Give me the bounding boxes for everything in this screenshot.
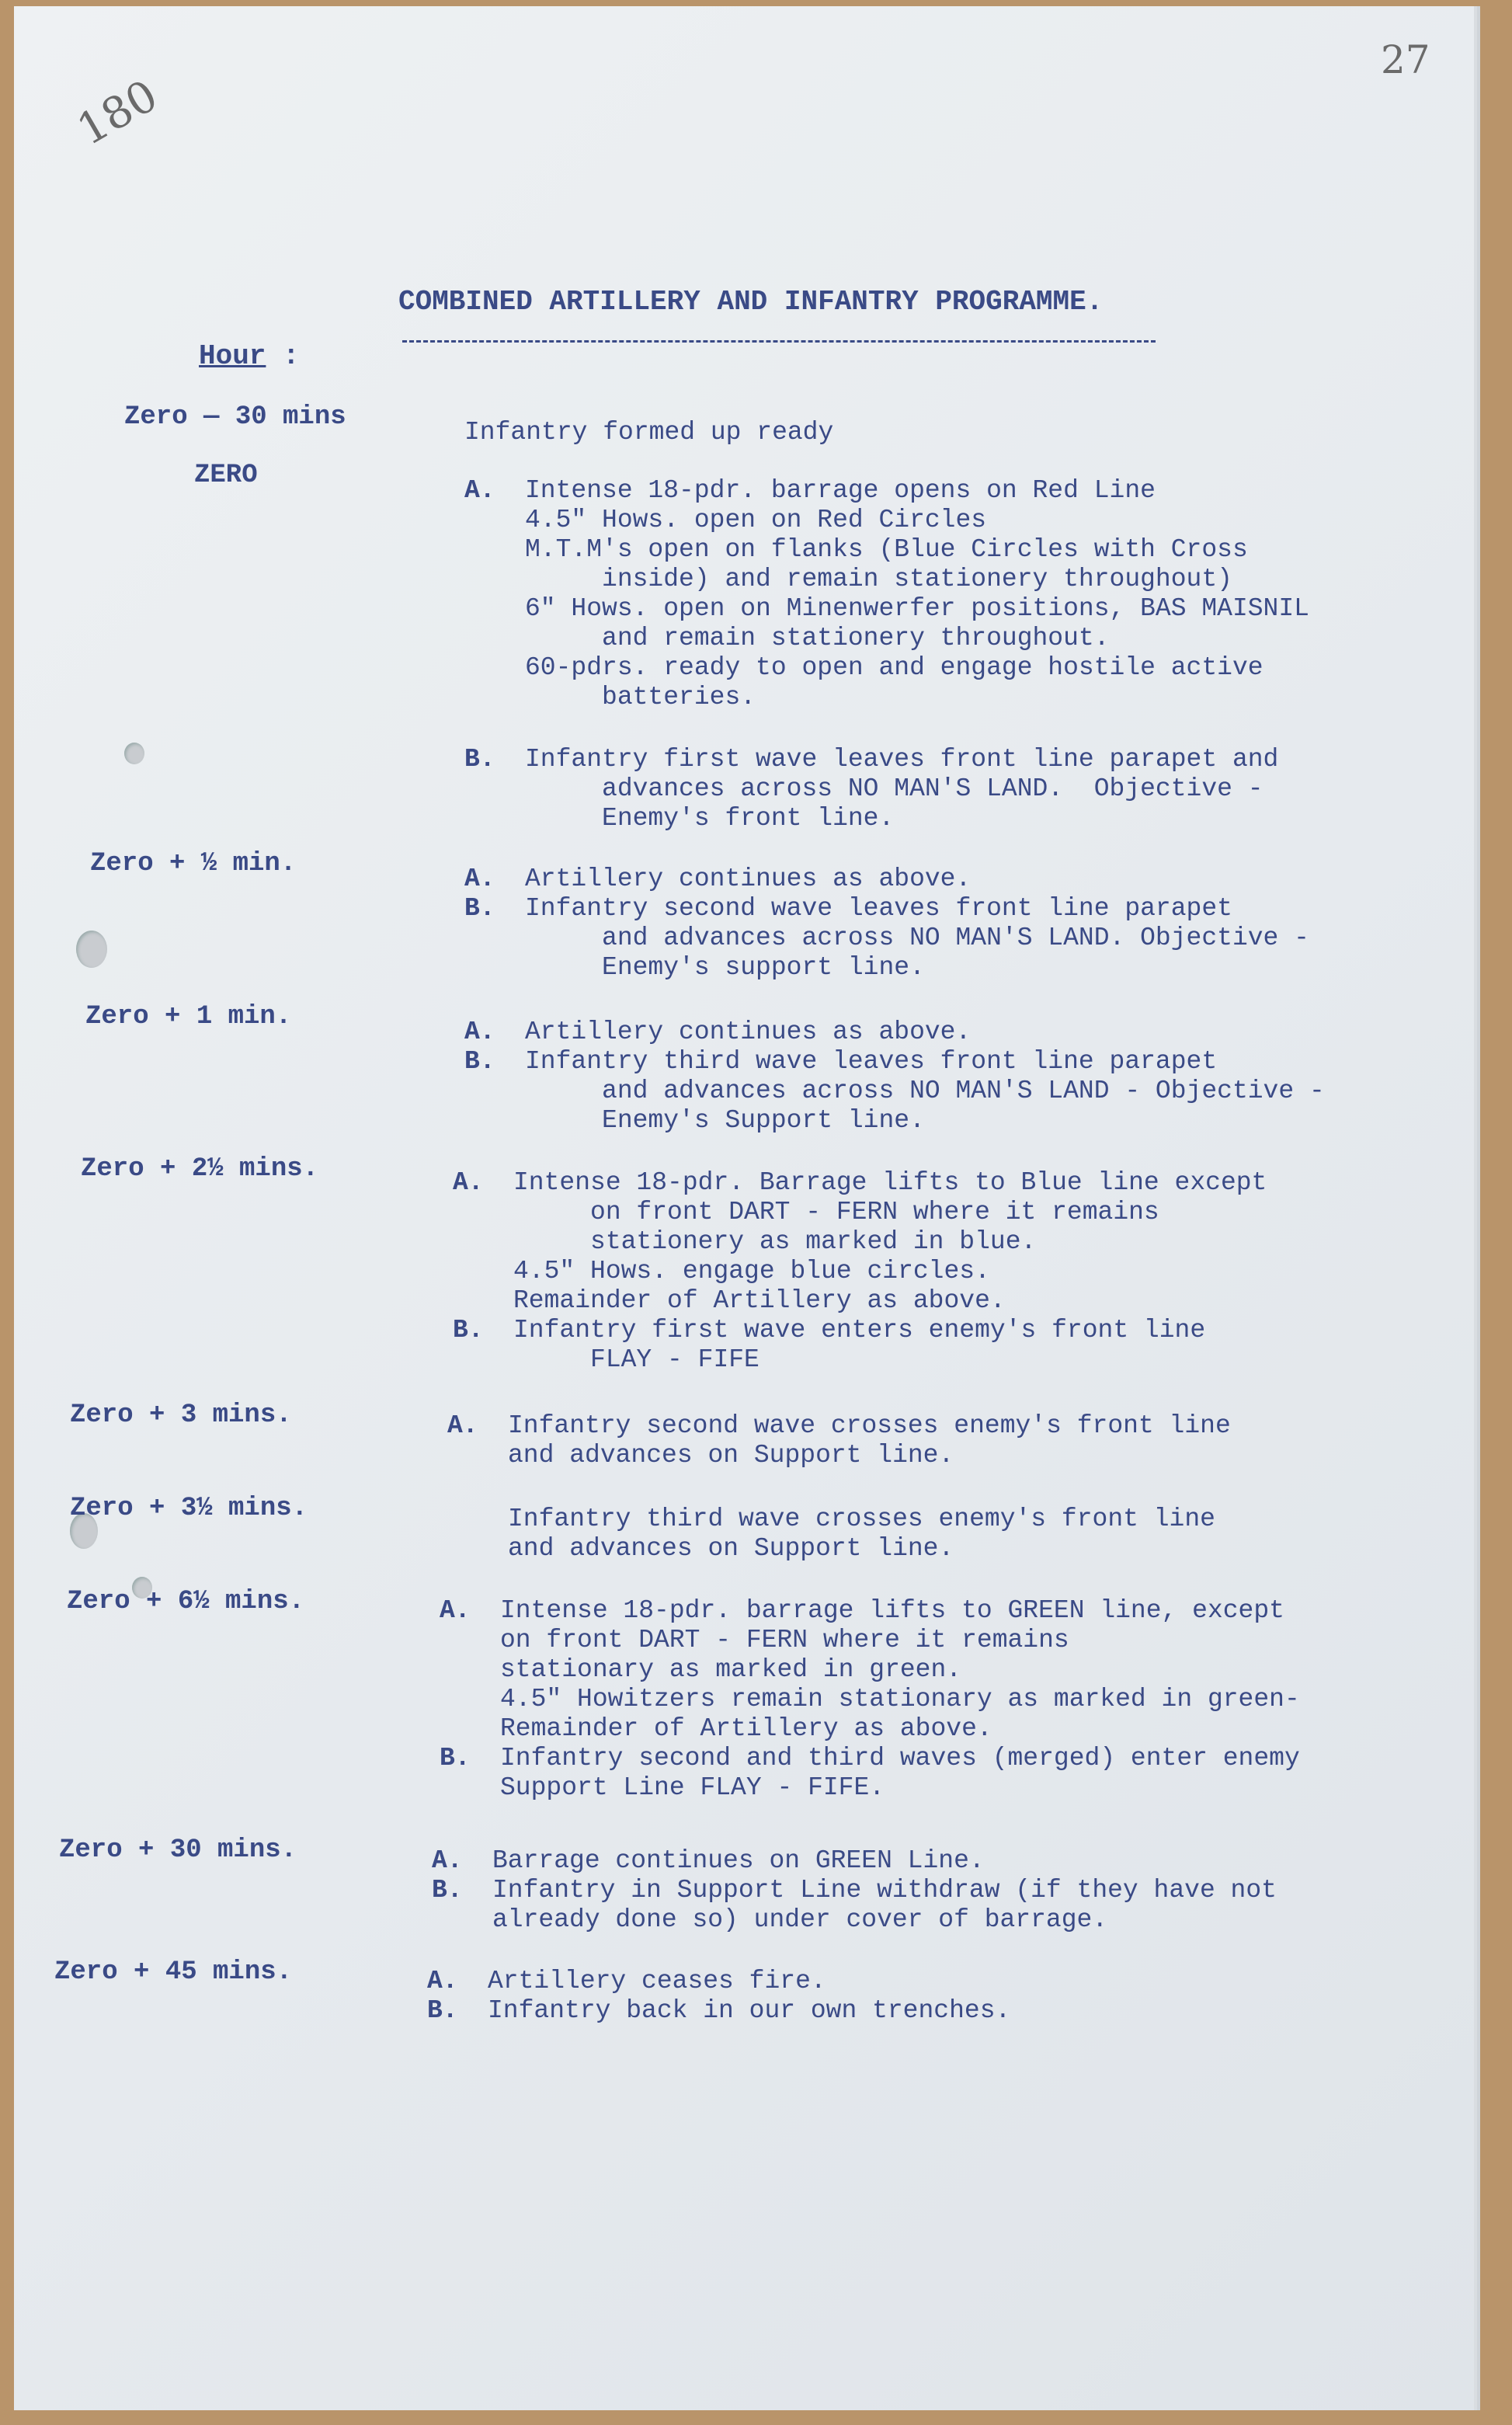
time-entry	[464, 418, 833, 447]
entry-line: and remain stationery throughout.	[525, 624, 1110, 652]
entry-line: batteries.	[525, 683, 756, 711]
time-entry	[447, 1411, 1231, 1470]
time-entry	[464, 865, 1309, 983]
entry-line: Enemy's Support line.	[525, 1106, 925, 1135]
entry-line: inside) and remain stationery throughout)	[525, 565, 1232, 593]
entry-item	[464, 894, 1309, 983]
item-marker: A.	[453, 1168, 484, 1197]
entry-line: Infantry back in our own trenches.	[488, 1996, 1011, 2025]
entry-item	[453, 1168, 1267, 1316]
time-label: Zero + 6½ mins.	[67, 1587, 305, 1616]
entry-line: and advances on Support line.	[508, 1441, 954, 1470]
entry-line: Artillery continues as above.	[525, 1018, 972, 1046]
time-label: Zero + 30 mins.	[59, 1835, 297, 1865]
entry-line: Infantry second wave leaves front line parapet	[525, 894, 1232, 923]
entry-item	[464, 745, 1309, 833]
item-marker: B.	[440, 1744, 471, 1773]
entry-item	[427, 1967, 1010, 1996]
hour-heading: Hour :	[199, 340, 300, 372]
hour-label: Hour	[199, 340, 266, 372]
entry-item	[464, 1047, 1325, 1136]
punch-hole	[124, 743, 144, 764]
item-marker: A.	[464, 476, 495, 505]
item-marker: A.	[432, 1846, 463, 1875]
entry-item	[440, 1744, 1300, 1803]
reference-number: 180	[68, 70, 166, 156]
entry-line: Intense 18-pdr. Barrage lifts to Blue line except	[513, 1168, 1267, 1197]
title-underline	[402, 340, 1156, 343]
entry-line: Intense 18-pdr. barrage opens on Red Line	[525, 476, 1156, 505]
entry-line: 60-pdrs. ready to open and engage hostile active	[525, 653, 1263, 682]
entry-item	[447, 1411, 1231, 1470]
entry-line: Remainder of Artillery as above.	[513, 1286, 1006, 1315]
entry-line: Infantry third wave leaves front line parapet	[525, 1047, 1218, 1076]
entry-line: Enemy's support line.	[525, 953, 925, 982]
item-marker: A.	[427, 1967, 458, 1995]
entry-line: and advances across NO MAN'S LAND - Objective -	[525, 1077, 1325, 1105]
time-label: Zero — 30 mins	[124, 402, 346, 432]
entry-line: Remainder of Artillery as above.	[500, 1714, 992, 1743]
document-page	[14, 6, 1474, 2410]
item-marker: A.	[464, 1018, 495, 1046]
time-label: Zero + 3½ mins.	[70, 1494, 308, 1523]
item-marker: B.	[464, 745, 495, 774]
entry-line: on front DART - FERN where it remains	[500, 1626, 1069, 1654]
entry-line: Barrage continues on GREEN Line.	[492, 1846, 985, 1875]
entry-line: stationery as marked in blue.	[513, 1227, 1037, 1256]
item-marker: B.	[464, 1047, 495, 1076]
punch-hole	[76, 931, 107, 968]
entry-item	[453, 1316, 1267, 1375]
entry-line: 4.5" Howitzers remain stationary as marked in green-	[500, 1685, 1300, 1714]
entry-line: Infantry second and third waves (merged) enter enemy	[500, 1744, 1300, 1773]
entry-item	[432, 1846, 1277, 1876]
entry-line: M.T.M's open on flanks (Blue Circles with Cross	[525, 535, 1248, 564]
entry-item	[464, 1018, 1325, 1047]
time-entry	[447, 1505, 1215, 1564]
item-marker: B.	[464, 894, 495, 923]
time-label: Zero + 1 min.	[85, 1002, 292, 1032]
entry-line: Intense 18-pdr. barrage lifts to GREEN line, except	[500, 1596, 1284, 1625]
entry-item	[427, 1996, 1010, 2026]
item-marker: B.	[453, 1316, 484, 1345]
time-label: Zero + 2½ mins.	[81, 1154, 319, 1184]
entry-line: on front DART - FERN where it remains	[513, 1198, 1159, 1226]
entry-line: 6" Hows. open on Minenwerfer positions, BAS MAISNIL	[525, 594, 1309, 623]
entry-line: Artillery continues as above.	[525, 865, 972, 893]
entry-item	[447, 1505, 1215, 1564]
item-marker: A.	[440, 1596, 471, 1625]
entry-line: and advances on Support line.	[508, 1534, 954, 1563]
time-label: Zero + ½ min.	[90, 849, 297, 878]
entry-line: Infantry in Support Line withdraw (if they have not	[492, 1876, 1277, 1905]
entry-line: Infantry third wave crosses enemy's front line	[508, 1505, 1215, 1533]
entry-line: and advances across NO MAN'S LAND. Objective -	[525, 924, 1309, 952]
entry-item	[440, 1596, 1300, 1744]
time-entry	[440, 1596, 1300, 1803]
entry-item	[464, 418, 833, 447]
document-title: COMBINED ARTILLERY AND INFANTRY PROGRAMME.	[398, 286, 1104, 318]
entry-line: 4.5" Hows. open on Red Circles	[525, 506, 987, 534]
time-entry	[432, 1846, 1277, 1935]
entry-line: already done so) under cover of barrage.	[492, 1905, 1108, 1934]
entry-item	[464, 865, 1309, 894]
entry-line: Infantry second wave crosses enemy's front line	[508, 1411, 1231, 1440]
entry-line: FLAY - FIFE	[513, 1345, 759, 1374]
time-entry	[464, 476, 1309, 833]
time-entry	[427, 1967, 1010, 2026]
item-marker: A.	[464, 865, 495, 893]
entry-item	[464, 476, 1309, 712]
entry-line: 4.5" Hows. engage blue circles.	[513, 1257, 990, 1286]
entry-item	[432, 1876, 1277, 1935]
entry-line: advances across NO MAN'S LAND. Objective -	[525, 774, 1263, 803]
time-label: ZERO	[194, 461, 258, 490]
time-label: Zero + 45 mins.	[54, 1957, 293, 1987]
entry-line: Infantry first wave leaves front line parapet and	[525, 745, 1279, 774]
entry-line: Infantry formed up ready	[464, 418, 834, 447]
item-marker: A.	[447, 1411, 478, 1440]
entry-line: Enemy's front line.	[525, 804, 895, 833]
entry-line: Support Line FLAY - FIFE.	[500, 1773, 885, 1802]
time-label: Zero + 3 mins.	[70, 1400, 292, 1430]
entry-line: Infantry first wave enters enemy's front line	[513, 1316, 1206, 1345]
time-entry	[464, 1018, 1325, 1136]
entry-line: stationary as marked in green.	[500, 1655, 962, 1684]
folio-number: 27	[1381, 37, 1430, 82]
item-marker: B.	[432, 1876, 463, 1905]
item-marker: B.	[427, 1996, 458, 2025]
entry-line: Artillery ceases fire.	[488, 1967, 826, 1995]
time-entry	[453, 1168, 1267, 1375]
